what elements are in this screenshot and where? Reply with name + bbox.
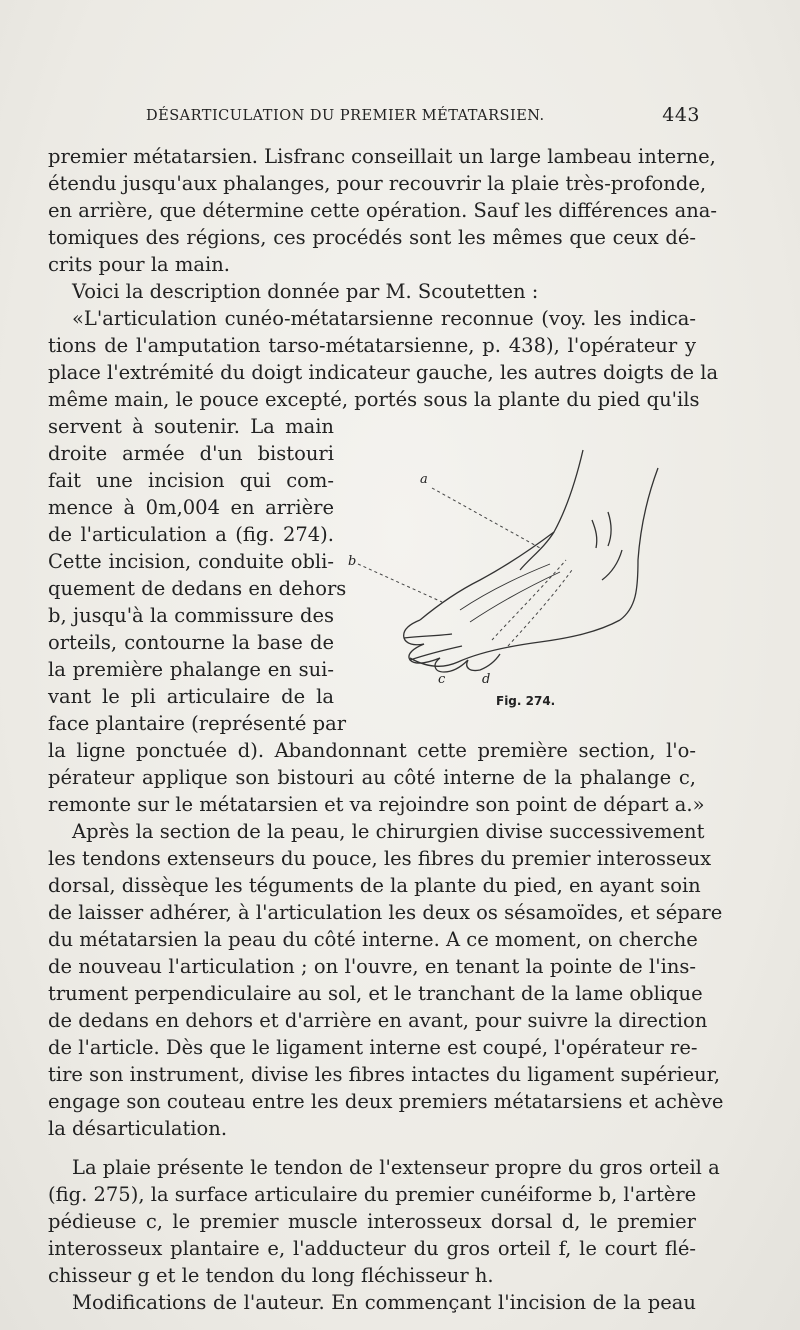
text-line: chisseur g et le tendon du long fléchisseur h. [48, 1264, 494, 1287]
text-line: de laisser adhérer, à l'articulation les deux os sésamoïdes, et sépare [48, 901, 723, 924]
text-line: engage son couteau entre les deux premiers métatarsiens et achève [48, 1090, 724, 1113]
text-line: vant le pli articulaire de la [48, 685, 334, 708]
text-line: orteils, contourne la base de [48, 631, 334, 654]
text-line: servent à soutenir. La main [48, 415, 334, 438]
text-line: fait une incision qui com- [48, 469, 334, 492]
text-line: la ligne ponctuée d). Abandonnant cette première section, l'o- [48, 739, 696, 762]
text-line: de dedans en dehors et d'arrière en avant, pour suivre la direction [48, 1009, 708, 1032]
text-line: pédieuse c, le premier muscle interosseux dorsal d, le premier [48, 1210, 696, 1233]
text-line: étendu jusqu'aux phalanges, pour recouvrir la plaie très-profonde, [48, 172, 707, 195]
text-line: Après la section de la peau, le chirurgien divise successivement [72, 820, 705, 843]
text-line: pérateur applique son bistouri au côté interne de la phalange c, [48, 766, 696, 789]
text-line: place l'extrémité du doigt indicateur gauche, les autres doigts de la [48, 361, 719, 384]
text-line: de l'articulation a (fig. 274). [48, 523, 334, 546]
figure-274 [340, 440, 670, 720]
text-line: tomiques des régions, ces procédés sont les mêmes que ceux dé- [48, 226, 696, 249]
text-line: mence à 0m,004 en arrière [48, 496, 334, 519]
text-line: du métatarsien la peau du côté interne. A ce moment, on cherche [48, 928, 698, 951]
figure-caption: Fig. 274. [496, 694, 556, 708]
text-line: Voici la description donnée par M. Scoutetten : [72, 280, 539, 303]
text-line: trument perpendiculaire au sol, et le tranchant de la lame oblique [48, 982, 703, 1005]
text-line: tire son instrument, divise les fibres intactes du ligament supérieur, [48, 1063, 721, 1086]
text-line: de l'article. Dès que le ligament interne est coupé, l'opérateur re- [48, 1036, 698, 1059]
text-line: La plaie présente le tendon de l'extenseur propre du gros orteil a [72, 1156, 720, 1179]
text-line: tions de l'amputation tarso-métatarsienne, p. 438), l'opérateur y [48, 334, 696, 357]
page-number: 443 [662, 104, 700, 126]
text-line: les tendons extenseurs du pouce, les fibres du premier interosseux [48, 847, 712, 870]
text-line: Modifications de l'auteur. En commençant l'incision de la peau [72, 1291, 696, 1314]
foot-illustration [340, 440, 670, 720]
page-header [48, 104, 700, 128]
text-line: crits pour la main. [48, 253, 230, 276]
figure-label-a: a [420, 472, 428, 487]
running-title: DÉSARTICULATION DU PREMIER MÉTATARSIEN. [146, 108, 545, 124]
text-line: face plantaire (représenté par [48, 712, 347, 735]
text-line: dorsal, dissèque les téguments de la plante du pied, en ayant soin [48, 874, 701, 897]
text-line: la première phalange en sui- [48, 658, 334, 681]
text-line: interosseux plantaire e, l'adducteur du gros orteil f, le court flé- [48, 1237, 696, 1260]
text-line: en arrière, que détermine cette opération. Sauf les différences ana- [48, 199, 718, 222]
figure-label-c: c [438, 672, 446, 687]
text-line: droite armée d'un bistouri [48, 442, 334, 465]
text-line: même main, le pouce excepté, portés sous la plante du pied qu'ils [48, 388, 700, 411]
text-line: (fig. 275), la surface articulaire du premier cunéiforme b, l'artère [48, 1183, 697, 1206]
text-line: quement de dedans en dehors [48, 577, 347, 600]
figure-label-b: b [348, 554, 357, 569]
figure-label-d: d [482, 672, 491, 687]
text-line: de nouveau l'articulation ; on l'ouvre, en tenant la pointe de l'ins- [48, 955, 696, 978]
text-line: remonte sur le métatarsien et va rejoindre son point de départ a.» [48, 793, 705, 816]
text-line: «L'articulation cunéo-métatarsienne reconnue (voy. les indica- [72, 307, 696, 330]
text-line: premier métatarsien. Lisfranc conseillait un large lambeau interne, [48, 145, 716, 168]
text-line: la désarticulation. [48, 1117, 228, 1140]
text-line: b, jusqu'à la commissure des [48, 604, 334, 627]
text-line: Cette incision, conduite obli- [48, 550, 334, 573]
